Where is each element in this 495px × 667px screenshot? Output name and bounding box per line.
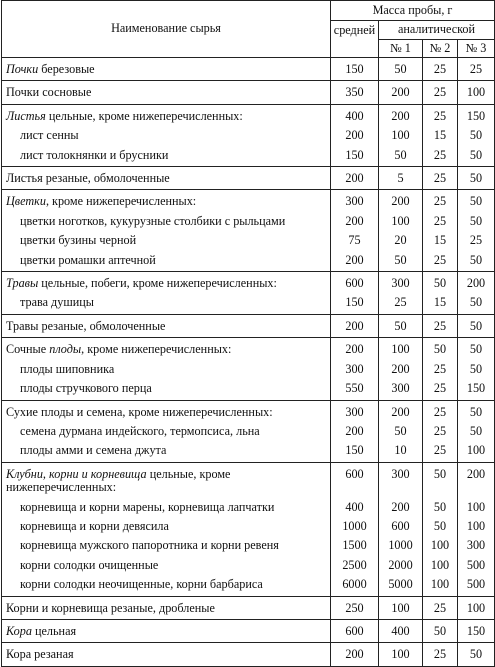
mass-average: 1500: [331, 536, 379, 555]
table-row: [2, 104, 495, 126]
material-name-italic: Почки: [6, 62, 39, 76]
mass-no-1: 50: [379, 251, 423, 272]
material-name: [2, 360, 331, 379]
material-name: [2, 314, 331, 337]
material-name-text: цельные, кроме нижеперечисленных:: [45, 108, 243, 123]
material-name-italic: Травы: [6, 276, 39, 291]
mass-no-3: 500: [458, 575, 495, 596]
table-row: [2, 314, 495, 337]
mass-average: 150: [331, 293, 379, 314]
material-name-text: семена дурмана индейского, термопсиса, льна: [20, 423, 260, 438]
material-name-text: березовые: [38, 62, 95, 76]
material-name: [2, 81, 331, 104]
mass-no-1: 10: [379, 441, 423, 462]
header-no-3: № 3: [458, 40, 495, 58]
mass-no-2: 50: [423, 517, 458, 536]
material-name: [2, 231, 331, 250]
table-row: [2, 498, 495, 517]
mass-average: 300: [331, 400, 379, 422]
material-name: [2, 251, 331, 272]
mass-average: 550: [331, 379, 379, 400]
mass-no-2: 25: [423, 251, 458, 272]
mass-no-2: 50: [423, 338, 458, 360]
material-name-text: плоды шиповника: [20, 361, 115, 376]
mass-no-1: 300: [379, 462, 423, 497]
material-name-text: цветки ромашки аптечной: [20, 252, 156, 267]
material-name-text: лист толокнянки и брусники: [20, 147, 169, 162]
mass-no-2: 25: [423, 360, 458, 379]
mass-average: 250: [331, 596, 379, 619]
table-row: [2, 212, 495, 231]
material-name: [2, 400, 331, 422]
mass-no-1: 100: [379, 596, 423, 619]
material-name: [2, 422, 331, 441]
material-name: [2, 556, 331, 575]
mass-average: 400: [331, 104, 379, 126]
table-row: [2, 379, 495, 400]
mass-no-2: 25: [423, 58, 458, 81]
mass-no-3: 50: [458, 422, 495, 441]
material-name: [2, 379, 331, 400]
mass-average: 75: [331, 231, 379, 250]
mass-no-1: 100: [379, 643, 423, 666]
mass-no-1: 25: [379, 293, 423, 314]
table-row: [2, 146, 495, 167]
mass-no-1: 50: [379, 422, 423, 441]
mass-no-3: 200: [458, 462, 495, 497]
mass-no-3: 100: [458, 517, 495, 536]
table-row: [2, 517, 495, 536]
mass-no-1: 200: [379, 104, 423, 126]
mass-average: 1000: [331, 517, 379, 536]
mass-average: 200: [331, 212, 379, 231]
material-name: [2, 643, 331, 666]
table-row: [2, 231, 495, 250]
mass-no-1: 200: [379, 81, 423, 104]
material-name: [2, 338, 331, 360]
material-name: [2, 58, 331, 81]
table-row: [2, 596, 495, 619]
mass-average: 150: [331, 58, 379, 81]
mass-no-2: 25: [423, 167, 458, 190]
mass-no-1: 100: [379, 212, 423, 231]
mass-no-2: 50: [423, 272, 458, 294]
mass-no-3: 200: [458, 272, 495, 294]
mass-no-3: 300: [458, 536, 495, 555]
mass-average: 600: [331, 462, 379, 497]
mass-no-2: 25: [423, 441, 458, 462]
material-name-text: корневища и корни девясила: [20, 518, 169, 533]
mass-no-2: 25: [423, 400, 458, 422]
material-name-text: трава душицы: [20, 295, 94, 310]
table-row: [2, 441, 495, 462]
mass-no-2: 25: [423, 81, 458, 104]
mass-no-2: 100: [423, 575, 458, 596]
mass-average: 200: [331, 251, 379, 272]
mass-no-1: 5000: [379, 575, 423, 596]
material-name-text: цельные, побеги, кроме нижеперечисленных:: [38, 276, 277, 291]
mass-no-3: 50: [458, 293, 495, 314]
mass-no-1: 5: [379, 167, 423, 190]
material-name: [2, 272, 331, 294]
mass-no-1: 400: [379, 619, 423, 642]
material-name-text: плоды амми и семена джута: [20, 443, 167, 458]
material-name-text: плоды стручкового перца: [20, 381, 152, 396]
mass-average: 200: [331, 314, 379, 337]
table-row: [2, 251, 495, 272]
mass-no-2: 100: [423, 536, 458, 555]
mass-no-3: 50: [458, 126, 495, 145]
table-row: [2, 536, 495, 555]
table-row: [2, 575, 495, 596]
mass-no-1: 200: [379, 190, 423, 212]
material-name: [2, 190, 331, 212]
mass-no-2: 25: [423, 146, 458, 167]
mass-no-1: 300: [379, 379, 423, 400]
mass-no-3: 100: [458, 596, 495, 619]
table-row: [2, 619, 495, 642]
mass-average: 600: [331, 619, 379, 642]
material-name-text: корневища и корни марены, корневища лапчатки: [20, 499, 275, 514]
mass-no-3: 50: [458, 146, 495, 167]
material-name-italic: плоды: [49, 342, 82, 357]
table-row: [2, 58, 495, 81]
material-name: [2, 517, 331, 536]
mass-average: 6000: [331, 575, 379, 596]
mass-no-1: 300: [379, 272, 423, 294]
mass-no-1: 20: [379, 231, 423, 250]
mass-no-3: 100: [458, 441, 495, 462]
mass-no-1: 200: [379, 400, 423, 422]
material-name-text: корневища мужского папоротника и корни ревеня: [20, 538, 279, 553]
mass-no-3: 50: [458, 338, 495, 360]
table-row: [2, 360, 495, 379]
mass-no-1: 50: [379, 146, 423, 167]
table-row: [2, 293, 495, 314]
mass-no-1: 2000: [379, 556, 423, 575]
mass-no-3: 500: [458, 556, 495, 575]
table-row: [2, 556, 495, 575]
material-name: [2, 462, 331, 497]
mass-no-3: 100: [458, 81, 495, 104]
material-name-italic: Клубни, корни и корневища: [6, 466, 147, 481]
material-name-text: корни солодки очищенные: [20, 557, 159, 572]
mass-no-3: 50: [458, 190, 495, 212]
header-no-1: № 1: [379, 40, 423, 58]
mass-no-2: 50: [423, 619, 458, 642]
material-name-text: цветки ноготков, кукурузные столбики с рыльцами: [20, 213, 286, 228]
mass-no-3: 50: [458, 400, 495, 422]
material-name-text: Почки сосновые: [6, 85, 92, 100]
mass-no-2: 25: [423, 596, 458, 619]
material-name: [2, 212, 331, 231]
mass-no-1: 200: [379, 360, 423, 379]
mass-no-2: 15: [423, 126, 458, 145]
header-sample-mass: Масса пробы, г: [331, 1, 495, 21]
material-name-text: Сухие плоды и семена, кроме нижеперечисленных:: [6, 404, 273, 419]
mass-no-2: 25: [423, 379, 458, 400]
material-name-italic: Цветки: [6, 194, 46, 209]
mass-no-1: 100: [379, 126, 423, 145]
mass-no-1: 200: [379, 498, 423, 517]
mass-average: 600: [331, 272, 379, 294]
mass-no-1: 50: [379, 314, 423, 337]
material-name-text: Кора резаная: [6, 647, 74, 662]
raw-material-sample-mass-table: [1, 0, 495, 667]
mass-no-3: 50: [458, 251, 495, 272]
mass-no-3: 150: [458, 379, 495, 400]
table-row: [2, 126, 495, 145]
mass-no-2: 100: [423, 556, 458, 575]
material-name: [2, 575, 331, 596]
material-name-text: лист сенны: [20, 128, 79, 143]
mass-no-3: 50: [458, 360, 495, 379]
material-name-text: Травы резаные, обмолоченные: [6, 318, 166, 333]
mass-average: 300: [331, 360, 379, 379]
material-name-text: корни солодки неочищенные, корни барбариса: [20, 577, 263, 592]
material-name-italic: Листья: [6, 108, 46, 123]
material-name: [2, 619, 331, 642]
header-material-name: Наименование сырья: [2, 1, 331, 58]
material-name: [2, 596, 331, 619]
mass-no-3: 50: [458, 643, 495, 666]
mass-no-3: 50: [458, 314, 495, 337]
mass-no-1: 1000: [379, 536, 423, 555]
mass-average: 200: [331, 126, 379, 145]
mass-average: 200: [331, 167, 379, 190]
mass-no-3: 150: [458, 619, 495, 642]
material-name-text: , кроме нижеперечисленных:: [45, 194, 197, 209]
mass-average: 400: [331, 498, 379, 517]
mass-no-1: 100: [379, 338, 423, 360]
mass-no-2: 15: [423, 293, 458, 314]
header-analytic: аналитической: [379, 21, 495, 40]
mass-no-2: 25: [423, 104, 458, 126]
material-name: [2, 498, 331, 517]
mass-no-3: 50: [458, 212, 495, 231]
mass-no-1: 600: [379, 517, 423, 536]
table-row: [2, 338, 495, 360]
material-name-text: Сочные: [6, 342, 50, 357]
material-name-text: , кроме нижеперечисленных:: [81, 342, 232, 357]
mass-average: 150: [331, 146, 379, 167]
header-average: средней: [331, 21, 379, 58]
material-name: [2, 167, 331, 190]
mass-no-2: 25: [423, 422, 458, 441]
material-name: [2, 126, 331, 145]
mass-no-2: 25: [423, 190, 458, 212]
mass-no-2: 50: [423, 498, 458, 517]
mass-no-3: 50: [458, 167, 495, 190]
mass-average: 150: [331, 441, 379, 462]
mass-no-2: 25: [423, 314, 458, 337]
mass-average: 200: [331, 338, 379, 360]
mass-average: 200: [331, 422, 379, 441]
mass-average: 350: [331, 81, 379, 104]
mass-no-3: 25: [458, 58, 495, 81]
mass-no-3: 100: [458, 498, 495, 517]
table-row: [2, 81, 495, 104]
table-row: [2, 190, 495, 212]
mass-no-3: 25: [458, 231, 495, 250]
header-no-2: № 2: [423, 40, 458, 58]
material-name-text: Корни и корневища резаные, дробленые: [6, 600, 215, 615]
material-name: [2, 146, 331, 167]
material-name: [2, 536, 331, 555]
mass-average: 200: [331, 643, 379, 666]
table-row: [2, 462, 495, 497]
mass-no-2: 50: [423, 462, 458, 497]
table-row: [2, 422, 495, 441]
material-name-text: цветки бузины черной: [20, 233, 137, 248]
mass-no-2: 25: [423, 643, 458, 666]
material-name-text: цельная: [31, 623, 77, 638]
material-name: [2, 293, 331, 314]
mass-no-3: 150: [458, 104, 495, 126]
material-name: [2, 441, 331, 462]
mass-average: 300: [331, 190, 379, 212]
material-name-text: цельные, кроме нижеперечисленных:: [6, 466, 231, 495]
material-name-italic: Кора: [6, 623, 32, 638]
mass-average: 2500: [331, 556, 379, 575]
table-body: [2, 58, 495, 667]
table-row: [2, 643, 495, 666]
material-name-text: Листья резаные, обмолоченные: [6, 171, 170, 186]
mass-no-1: 50: [379, 58, 423, 81]
table-row: [2, 167, 495, 190]
mass-no-2: 15: [423, 231, 458, 250]
mass-no-2: 25: [423, 212, 458, 231]
table-row: [2, 272, 495, 294]
material-name: [2, 104, 331, 126]
table-row: [2, 400, 495, 422]
